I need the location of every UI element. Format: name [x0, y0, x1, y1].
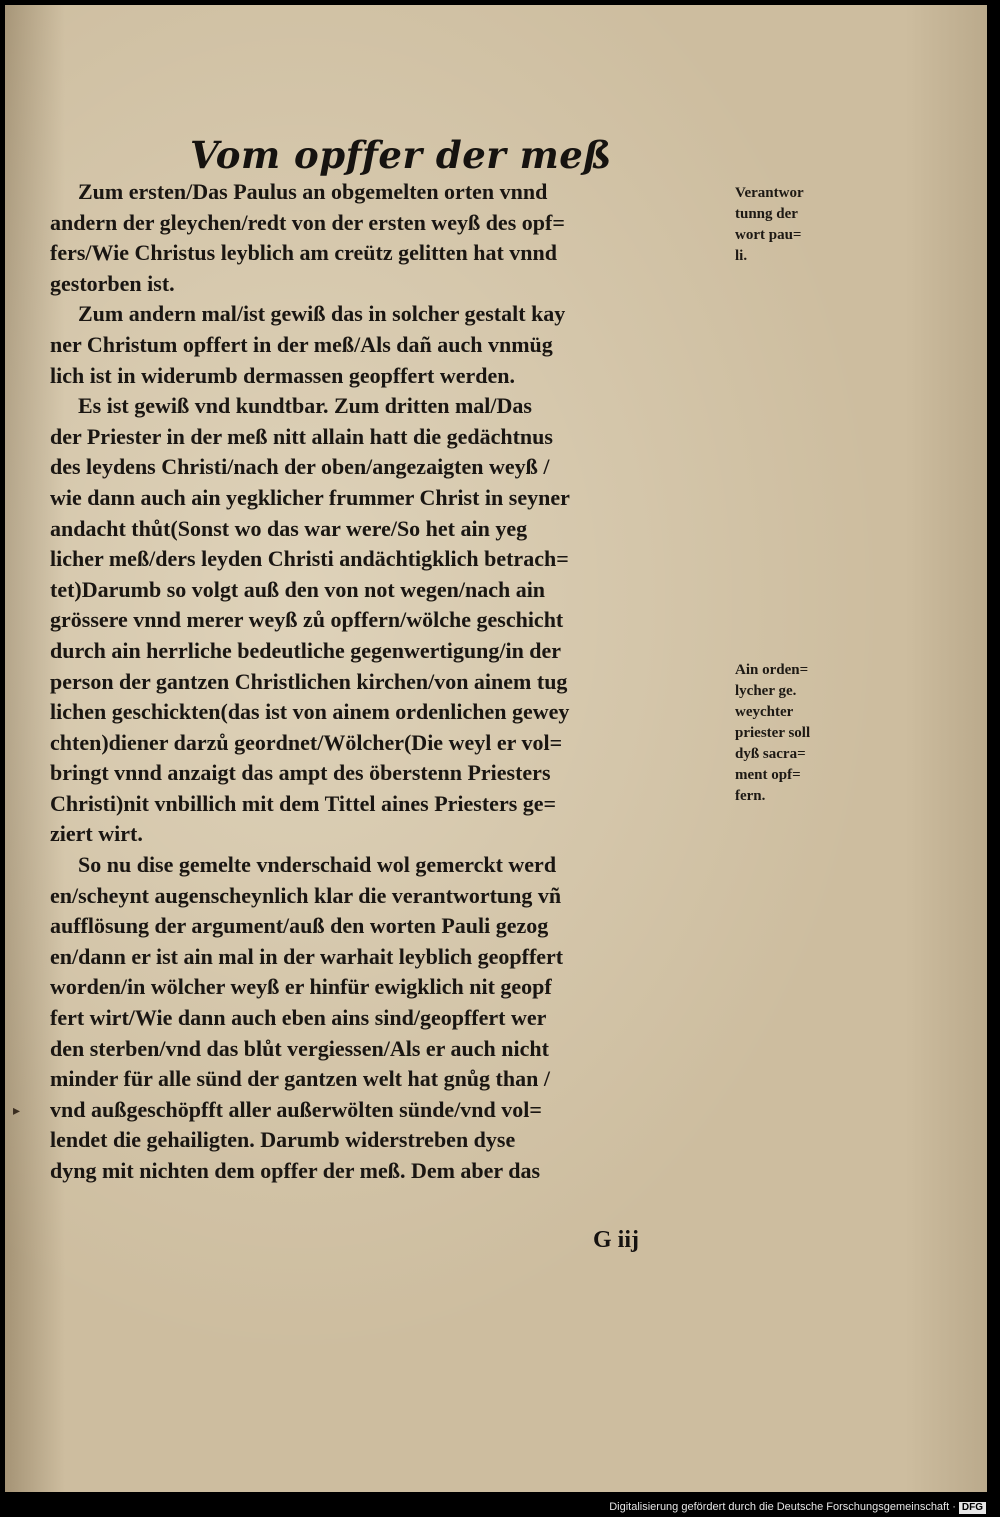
text-line: So nu dise gemelte vnderschaid wol gemerckt werd — [78, 852, 557, 878]
text-line: en/dann er ist ain mal in der warhait leyblich geopffert — [50, 943, 564, 969]
dfg-logo: DFG — [959, 1502, 986, 1514]
text-line: den sterben/vnd das blůt vergiessen/Als er auch nicht — [50, 1035, 549, 1061]
book-page — [5, 5, 987, 1492]
text-line: ner Christum opffert in der meß/Als dañ auch vnmüg — [50, 331, 553, 357]
text-line: der Priester in der meß nitt allain hatt die gedächtnus — [50, 423, 553, 449]
text-line: gestorben ist. — [50, 270, 175, 296]
text-line: fert wirt/Wie dann auch eben ains sind/geopffert wer — [50, 1005, 547, 1031]
text-line: andern der gleychen/redt von der ersten weyß des opf= — [50, 209, 565, 235]
margin-note-line: wort pau= — [735, 227, 802, 243]
margin-note-line: dyß sacra= — [735, 746, 806, 762]
text-line: Christi)nit vnbillich mit dem Tittel aines Priesters ge= — [50, 790, 557, 816]
text-line: chten)diener darzů geordnet/Wölcher(Die weyl er vol= — [50, 729, 563, 755]
text-line: licher meß/ders leyden Christi andächtigklich betrach= — [50, 546, 569, 572]
margin-note-2 — [735, 660, 855, 807]
text-line: Zum andern mal/ist gewiß das in solcher gestalt kay — [78, 301, 566, 327]
text-line: lich ist in widerumb dermassen geopffert werden. — [50, 362, 516, 388]
margin-note-line: weychter — [735, 704, 794, 720]
footer-text: Digitalisierung gefördert durch die Deutsche Forschungsgemeinschaft · — [609, 1501, 956, 1513]
footer-credit — [609, 1501, 986, 1514]
text-line: dyng mit nichten dem opffer der meß. Dem aber das — [50, 1158, 541, 1183]
margin-note-line: priester soll — [735, 725, 811, 741]
text-line: lendet die gehailigten. Darumb widerstreben dyse — [50, 1127, 516, 1153]
margin-tick-icon: ▸ — [13, 1103, 21, 1119]
margin-note-line: Ain orden= — [735, 662, 809, 678]
margin-note-line: fern. — [735, 788, 766, 804]
chapter-title: Vom opffer der meß — [190, 133, 612, 177]
text-line: durch ain herrliche bedeutliche gegenwertigung/in der — [50, 637, 562, 663]
text-line: aufflösung der argument/auß den worten Pauli gezog — [50, 913, 549, 939]
text-line: tet)Darumb so volgt auß den von not wegen/nach ain — [50, 576, 546, 602]
margin-note-line: tunng der — [735, 206, 798, 222]
body-text — [50, 177, 730, 1187]
text-line: andacht thůt(Sonst wo das war were/So het ain yeg — [50, 515, 528, 541]
text-line: person der gantzen Christlichen kirchen/von ainem tug — [50, 668, 568, 694]
text-line: grössere vnnd merer weyß zů opffern/wölche geschicht — [50, 607, 564, 633]
margin-note-line: li. — [735, 248, 748, 264]
text-line: ziert wirt. — [50, 821, 143, 847]
margin-note-line: ment opf= — [735, 767, 801, 783]
text-line: Es ist gewiß vnd kundtbar. Zum dritten mal/Das — [78, 393, 532, 419]
text-line: Zum ersten/Das Paulus an obgemelten orten vnnd — [78, 179, 548, 204]
text-line: bringt vnnd anzaigt das ampt des öberstenn Priesters — [50, 760, 551, 786]
signature-mark: G iij — [593, 1227, 639, 1253]
text-line: en/scheynt augenscheynlich klar die verantwortung vñ — [50, 882, 562, 908]
text-line: worden/in wölcher weyß er hinfür ewigklich nit geopf — [50, 974, 552, 1000]
text-line: fers/Wie Christus leyblich am creütz gelitten hat vnnd — [50, 240, 557, 266]
text-line: lichen geschickten(das ist von ainem ordenlichen gewey — [50, 699, 570, 725]
margin-note-line: lycher ge. — [735, 683, 797, 699]
text-line: des leydens Christi/nach der oben/angezaigten weyß / — [50, 454, 550, 480]
text-line: wie dann auch ain yegklicher frummer Christ in seyner — [50, 484, 570, 510]
margin-note-1 — [735, 183, 855, 267]
margin-note-line: Verantwor — [735, 185, 804, 201]
text-line: vnd außgeschöpfft aller außerwölten sünde/vnd vol= — [50, 1096, 542, 1122]
text-line: minder für alle sünd der gantzen welt hat gnůg than / — [50, 1066, 550, 1092]
